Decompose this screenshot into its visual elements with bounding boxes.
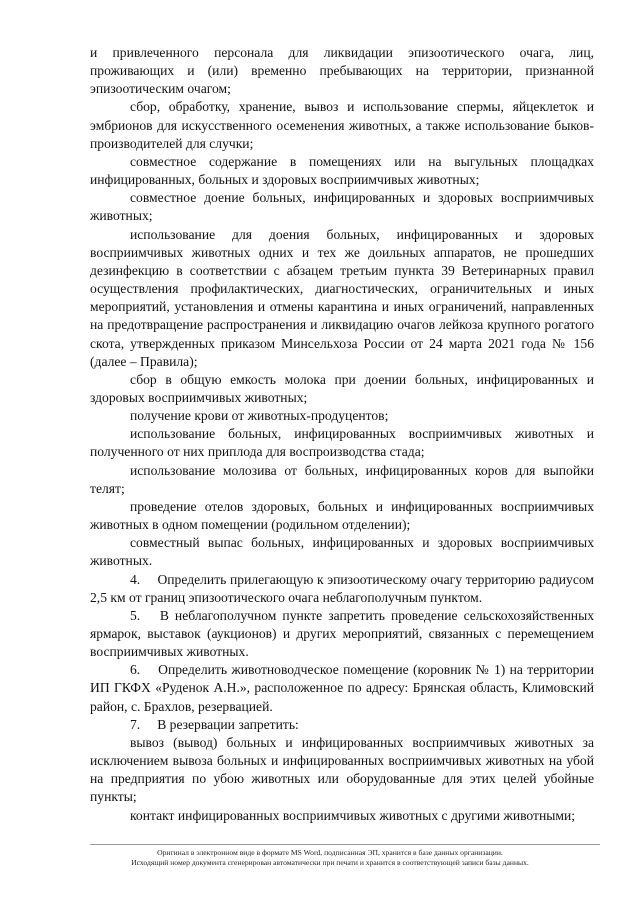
paragraph-16: вывоз (вывод) больных и инфицированных восприимчивых животных за исключением вывоза больных и инфицированных восприимчивых животных на убой на предприятия по убою животных или оборудованные для этих целей убойные пункты; — [90, 734, 594, 805]
paragraph-11: совместный выпас больных, инфицированных и здоровых восприимчивых животных. — [90, 535, 594, 569]
document-body — [90, 44, 594, 825]
numbered-item-6: 6. Определить животноводческое помещение (коровник № 1) на территории ИП ГКФХ «Руденок А.Н.», расположенное по адресу: Брянская область, Климовский район, с. Брахлов, резервацией. — [90, 662, 594, 714]
paragraph-1: и привлеченного персонала для ликвидации эпизоотического очага, лиц, проживающих и (или) временно пребывающих на территории, признанной эпизоотическим очагом; — [90, 45, 594, 97]
paragraph-7: получение крови от животных-продуцентов; — [130, 408, 389, 424]
numbered-item-4: 4. Определить прилегающую к эпизоотическому очагу территорию радиусом 2,5 км от границ эпизоотического очага неблагополучным пунктом. — [90, 571, 594, 605]
numbered-item-7: 7. В резервации запретить: — [130, 716, 299, 732]
paragraph-6: сбор в общую емкость молока при доении больных, инфицированных и здоровых восприимчивых животных; — [90, 371, 594, 405]
numbered-item-5: 5. В неблагополучном пункте запретить проведение сельскохозяйственных ярмарок, выставок (аукционов) и других мероприятий, связанных с перемещением восприимчивых животных. — [90, 607, 594, 660]
paragraph-3: совместное содержание в помещениях или на выгульных площадках инфицированных, больных и здоровых восприимчивых животных; — [90, 153, 594, 188]
paragraph-8: использование больных, инфицированных восприимчивых животных и полученного от них приплода для воспроизводства стада; — [90, 426, 594, 460]
footer-line-2: Исходящий номер документа сгенерирован автоматически при печати и хранится в соответствующей записи базы данных. — [131, 858, 529, 867]
paragraph-17: контакт инфицированных восприимчивых животных с другими животными; — [130, 807, 576, 823]
paragraph-4: совместное доение больных, инфицированных и здоровых восприимчивых животных; — [90, 190, 594, 224]
footer-divider — [90, 844, 600, 845]
paragraph-2: сбор, обработку, хранение, вывоз и использование спермы, яйцеклеток и эмбрионов для искусственного осеменения животных, а также использование быков-производителей для случки; — [90, 99, 594, 151]
footer-line-1: Оригинал в электронном виде в формате MS Word, подписанная ЭП, хранится в базе данных организации. — [157, 848, 503, 857]
paragraph-9: использование молозива от больных, инфицированных коров для выпойки телят; — [90, 462, 594, 496]
paragraph-10: проведение отелов здоровых, больных и инфицированных восприимчивых животных в одном помещении (родильном отделении); — [90, 498, 594, 533]
page-footer — [60, 848, 600, 868]
paragraph-5: использование для доения больных, инфицированных и здоровых восприимчивых животных одних и тех же доильных аппаратов, не прошедших дезинфекцию в соответствии с абзацем третьим пункта 39 Ветеринарных правил осуществления профилактических, диагностических, ограничительных и иных мероприятий, установления и отмены карантина и иных ограничений, направленных на предотвращение распространения и ликвидацию очагов лейкоза крупного рогатого скота, утвержденных приказом Минсельхоза России от 24 марта 2021 года № 156 (далее – Правила); — [90, 226, 594, 369]
